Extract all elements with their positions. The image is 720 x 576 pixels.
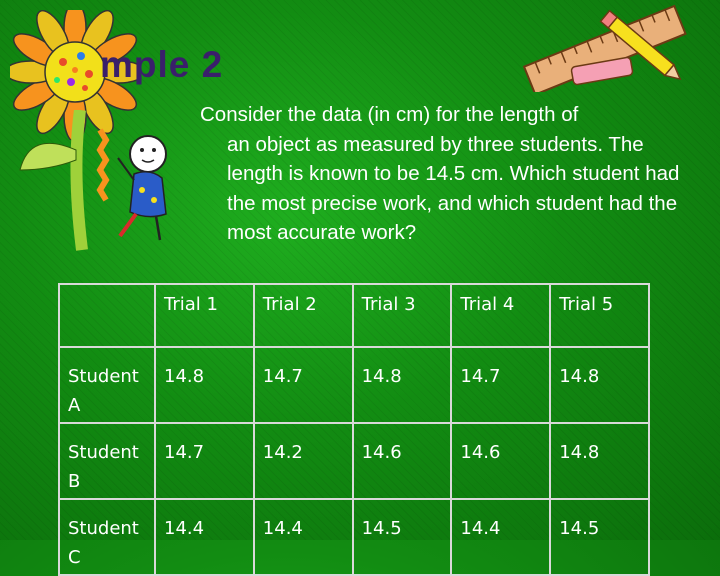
table-header-cell: Trial 1 — [155, 284, 254, 347]
table-cell: 14.4 — [451, 499, 550, 575]
table-cell: 14.7 — [451, 347, 550, 423]
ruler-pencil-icon — [512, 0, 692, 92]
data-table-wrap — [58, 283, 650, 576]
table-cell: 14.4 — [254, 499, 353, 575]
slide-title: mple 2 — [100, 44, 224, 85]
table-cell: 14.6 — [353, 423, 452, 499]
table-row — [59, 423, 649, 499]
table-cell: 14.6 — [451, 423, 550, 499]
table-cell: 14.2 — [254, 423, 353, 499]
table-header-cell: Trial 4 — [451, 284, 550, 347]
table-row — [59, 347, 649, 423]
table-cell: 14.7 — [155, 423, 254, 499]
table-cell: 14.8 — [550, 347, 649, 423]
table-cell: 14.5 — [550, 499, 649, 575]
table-header-cell: Trial 2 — [254, 284, 353, 347]
table-cell: 14.7 — [254, 347, 353, 423]
table-header-row — [59, 284, 649, 347]
row-label: Student C — [59, 499, 155, 575]
table-cell: 14.4 — [155, 499, 254, 575]
data-table — [58, 283, 650, 576]
row-label: Student B — [59, 423, 155, 499]
table-cell: 14.8 — [550, 423, 649, 499]
table-cell: 14.8 — [353, 347, 452, 423]
row-label: Student A — [59, 347, 155, 423]
table-header-cell: Trial 5 — [550, 284, 649, 347]
table-cell: 14.5 — [353, 499, 452, 575]
student-icon — [100, 128, 180, 248]
table-header-cell: Trial 3 — [353, 284, 452, 347]
table-header-cell — [59, 284, 155, 347]
body-text-first-line: Consider the data (in cm) for the length of — [200, 103, 579, 126]
body-text — [200, 100, 690, 248]
table-cell: 14.8 — [155, 347, 254, 423]
table-row — [59, 499, 649, 575]
body-text-rest: an object as measured by three students. The length is known to be 14.5 cm. Which student had the most precise work, and which student had the most accurate work? — [227, 132, 680, 244]
